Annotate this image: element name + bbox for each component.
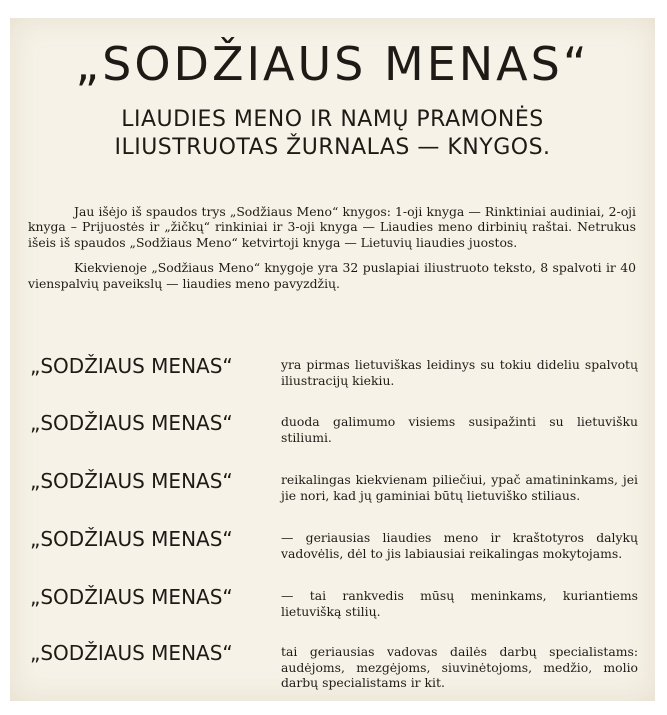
promo-item-5	[30, 585, 640, 648]
subtitle-line-2: ILIUSTRUOTAS ŽURNALAS — KNYGOS.	[114, 135, 551, 160]
promo-text: tai geriausias vadovas dailės darbų specialistams: audėjoms, mezgėjoms, siuvinėtojoms, medžio, molio darbų specialistams ir kit.	[281, 644, 638, 691]
promo-text: reikalingas kiekvienam piliečiui, ypač amatininkams, jei jie nori, kad jų gaminiai būtų lietuviško stiliaus.	[281, 472, 638, 503]
magazine-page	[10, 18, 655, 701]
subtitle-line-1: LIAUDIES MENO IR NAMŲ PRAMONĖS	[121, 107, 544, 132]
promo-name: „SODŽIAUS MENAS“	[30, 354, 233, 378]
intro-paragraph-2: Kiekvienoje „Sodžiaus Meno“ knygoje yra 32 puslapiai iliustruoto teksto, 8 spalvoti ir 40 vienspalvių paveikslų — liaudies meno pavyzdžių.	[28, 260, 636, 291]
promo-name: „SODŽIAUS MENAS“	[30, 641, 233, 665]
promo-item-6	[30, 641, 640, 701]
promo-text: yra pirmas lietuviškas leidinys su tokiu dideliu spalvotų iliustracijų kiekiu.	[281, 357, 638, 388]
promo-name: „SODŽIAUS MENAS“	[30, 411, 233, 435]
promo-text: — geriausias liaudies meno ir kraštotyros dalykų vadovėlis, dėl to jis labiausiai reikalingas mokytojams.	[281, 530, 638, 561]
promo-text: duoda galimumo visiems susipažinti su lietuvišku stiliumi.	[281, 414, 638, 445]
promo-name: „SODŽIAUS MENAS“	[30, 585, 233, 609]
promo-name: „SODŽIAUS MENAS“	[30, 469, 233, 493]
intro-section	[28, 204, 636, 301]
promo-item-1	[30, 354, 640, 417]
promo-item-3	[30, 469, 640, 532]
page-title: „SODŽIAUS MENAS“	[75, 37, 590, 91]
page-subtitle	[10, 106, 655, 162]
promo-name: „SODŽIAUS MENAS“	[30, 527, 233, 551]
promo-item-4	[30, 527, 640, 590]
promo-item-2	[30, 411, 640, 474]
promo-text: — tai rankvedis mūsų meninkams, kuriantiems lietuvišką stilių.	[281, 588, 638, 619]
intro-paragraph-1: Jau išėjo iš spaudos trys „Sodžiaus Meno“ knygos: 1-oji knyga — Rinktiniai audiniai, 2-oji knyga – Prijuostės ir „žičkų“ rinkiniai ir 3-oji knyga — Liaudies meno dirbinių raštai. Netrukus išeis iš spaudos „Sodžiaus Meno“ ketvirtoji knyga — Lietuvių liaudies juostos.	[28, 204, 636, 250]
